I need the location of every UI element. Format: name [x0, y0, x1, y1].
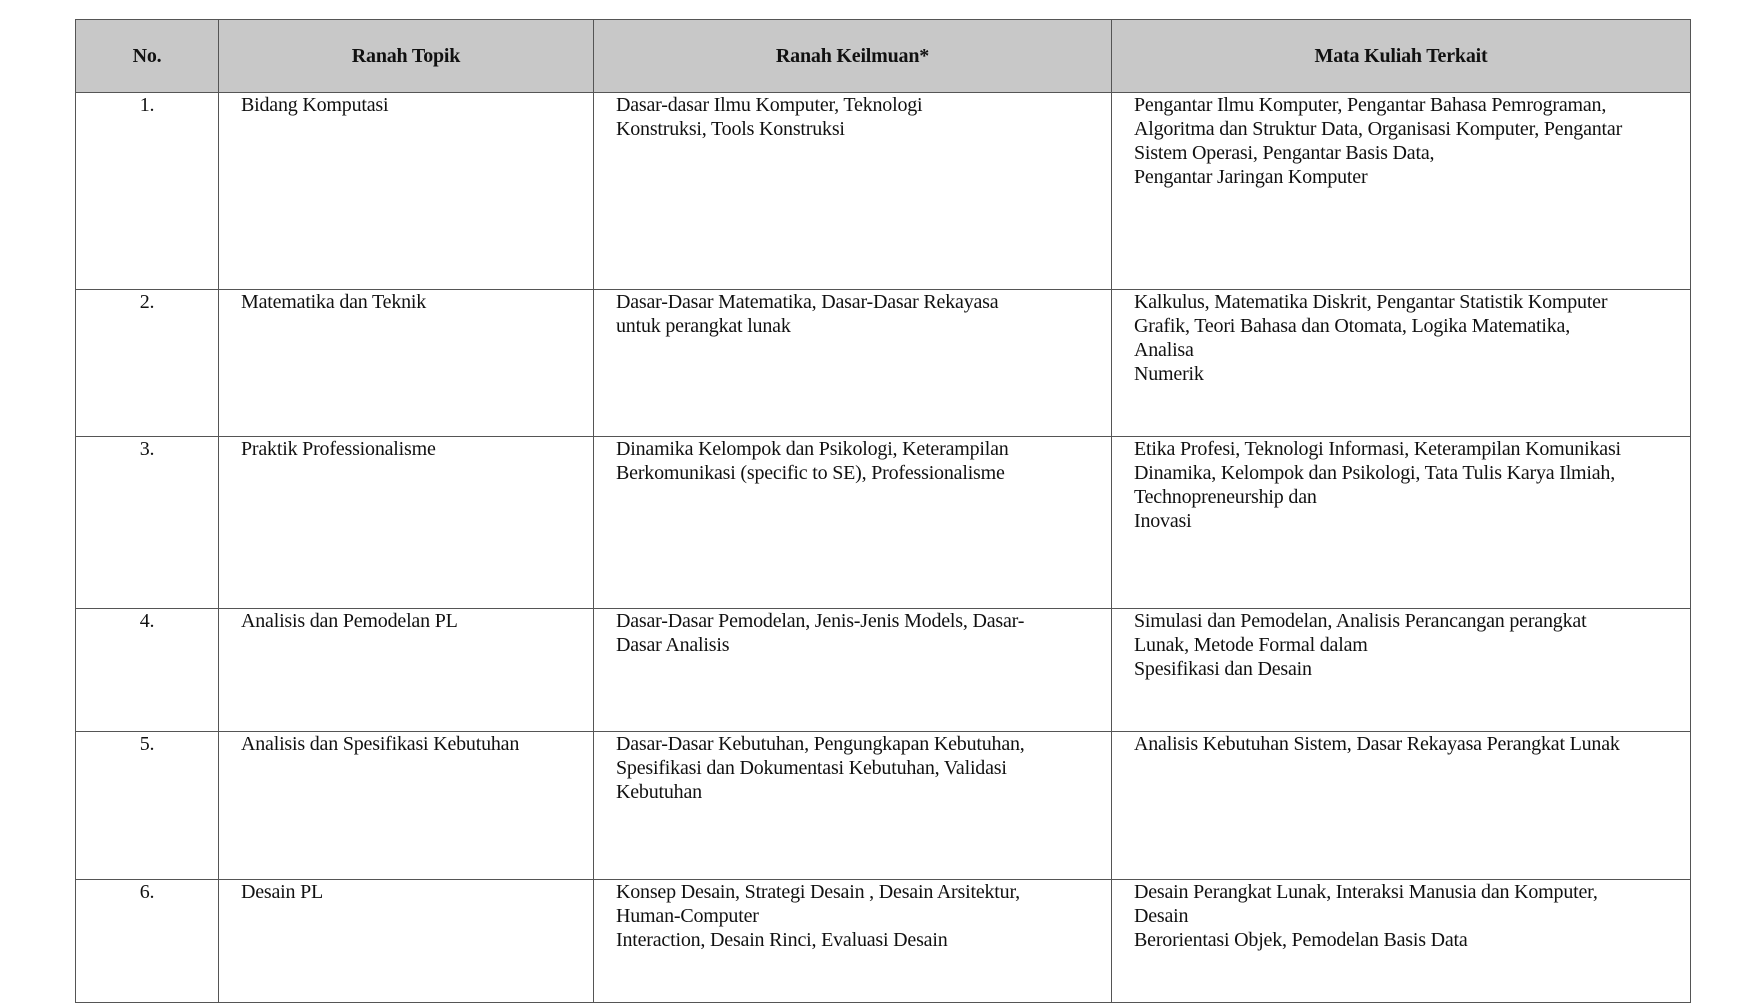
table-row: [76, 290, 1691, 437]
matakuliah-cell: [1112, 609, 1691, 732]
table-header-row: [76, 20, 1691, 93]
keilmuan-line: Dasar-dasar Ilmu Komputer, Teknologi: [616, 94, 923, 116]
document-table-container: [75, 19, 1690, 1003]
keilmuan-line: Dasar Analisis: [616, 634, 730, 656]
topik-cell: Desain PL: [219, 880, 594, 1003]
matakuliah-line: Spesifikasi dan Desain: [1134, 658, 1312, 680]
row-number: 6.: [76, 880, 219, 1003]
matakuliah-line: Dinamika, Kelompok dan Psikologi, Tata Tulis Karya Ilmiah,: [1134, 462, 1616, 484]
table-row: [76, 609, 1691, 732]
matakuliah-line: Desain Perangkat Lunak, Interaksi Manusia dan Komputer,: [1134, 881, 1598, 903]
matakuliah-line: Analisa: [1134, 339, 1194, 361]
matakuliah-cell: [1112, 732, 1691, 880]
matakuliah-line: Sistem Operasi, Pengantar Basis Data,: [1134, 142, 1435, 164]
row-number: 1.: [76, 93, 219, 290]
keilmuan-line: Kebutuhan: [616, 781, 702, 803]
keilmuan-cell: [594, 609, 1112, 732]
matakuliah-line: Etika Profesi, Teknologi Informasi, Keterampilan Komunikasi: [1134, 438, 1621, 460]
row-number: 4.: [76, 609, 219, 732]
keilmuan-line: Dasar-Dasar Matematika, Dasar-Dasar Rekayasa: [616, 291, 999, 313]
matakuliah-line: Simulasi dan Pemodelan, Analisis Perancangan perangkat: [1134, 610, 1587, 632]
keilmuan-line: Interaction, Desain Rinci, Evaluasi Desain: [616, 929, 948, 951]
keilmuan-cell: [594, 290, 1112, 437]
keilmuan-line: untuk perangkat lunak: [616, 315, 791, 337]
matakuliah-line: Kalkulus, Matematika Diskrit, Pengantar Statistik Komputer: [1134, 291, 1608, 313]
row-number: 3.: [76, 437, 219, 609]
keilmuan-cell: [594, 732, 1112, 880]
matakuliah-line: Algoritma dan Struktur Data, Organisasi Komputer, Pengantar: [1134, 118, 1623, 140]
topik-cell: Praktik Professionalisme: [219, 437, 594, 609]
matakuliah-line: Lunak, Metode Formal dalam: [1134, 634, 1368, 656]
header-no: No.: [76, 20, 219, 93]
matakuliah-line: Analisis Kebutuhan Sistem, Dasar Rekayasa Perangkat Lunak: [1134, 733, 1620, 755]
keilmuan-line: Berkomunikasi (specific to SE), Professionalisme: [616, 462, 1005, 484]
table-row: [76, 732, 1691, 880]
matakuliah-line: Desain: [1134, 905, 1189, 927]
table-row: [76, 437, 1691, 609]
row-number: 5.: [76, 732, 219, 880]
keilmuan-line: Dasar-Dasar Pemodelan, Jenis-Jenis Models, Dasar-: [616, 610, 1025, 632]
matakuliah-cell: [1112, 290, 1691, 437]
keilmuan-line: Spesifikasi dan Dokumentasi Kebutuhan, Validasi: [616, 757, 1007, 779]
matakuliah-line: Berorientasi Objek, Pemodelan Basis Data: [1134, 929, 1468, 951]
matakuliah-cell: [1112, 93, 1691, 290]
matakuliah-line: Numerik: [1134, 363, 1204, 385]
keilmuan-cell: [594, 93, 1112, 290]
keilmuan-line: Dasar-Dasar Kebutuhan, Pengungkapan Kebutuhan,: [616, 733, 1025, 755]
course-mapping-table: [75, 19, 1691, 1003]
header-ranah-topik: Ranah Topik: [219, 20, 594, 93]
keilmuan-line: Human-Computer: [616, 905, 759, 927]
matakuliah-line: Technopreneurship dan: [1134, 486, 1317, 508]
matakuliah-cell: [1112, 437, 1691, 609]
keilmuan-line: Dinamika Kelompok dan Psikologi, Keterampilan: [616, 438, 1009, 460]
row-number: 2.: [76, 290, 219, 437]
keilmuan-line: Konstruksi, Tools Konstruksi: [616, 118, 845, 140]
topik-cell: Analisis dan Pemodelan PL: [219, 609, 594, 732]
matakuliah-line: Pengantar Jaringan Komputer: [1134, 166, 1368, 188]
topik-cell: Matematika dan Teknik: [219, 290, 594, 437]
table-row: [76, 880, 1691, 1003]
header-ranah-keilmuan: Ranah Keilmuan*: [594, 20, 1112, 93]
keilmuan-line: Konsep Desain, Strategi Desain , Desain Arsitektur,: [616, 881, 1020, 903]
matakuliah-line: Grafik, Teori Bahasa dan Otomata, Logika Matematika,: [1134, 315, 1571, 337]
topik-cell: Bidang Komputasi: [219, 93, 594, 290]
topik-cell: Analisis dan Spesifikasi Kebutuhan: [219, 732, 594, 880]
matakuliah-line: Inovasi: [1134, 510, 1192, 532]
table-row: [76, 93, 1691, 290]
keilmuan-cell: [594, 880, 1112, 1003]
header-mata-kuliah: Mata Kuliah Terkait: [1112, 20, 1691, 93]
matakuliah-cell: [1112, 880, 1691, 1003]
keilmuan-cell: [594, 437, 1112, 609]
matakuliah-line: Pengantar Ilmu Komputer, Pengantar Bahasa Pemrograman,: [1134, 94, 1607, 116]
